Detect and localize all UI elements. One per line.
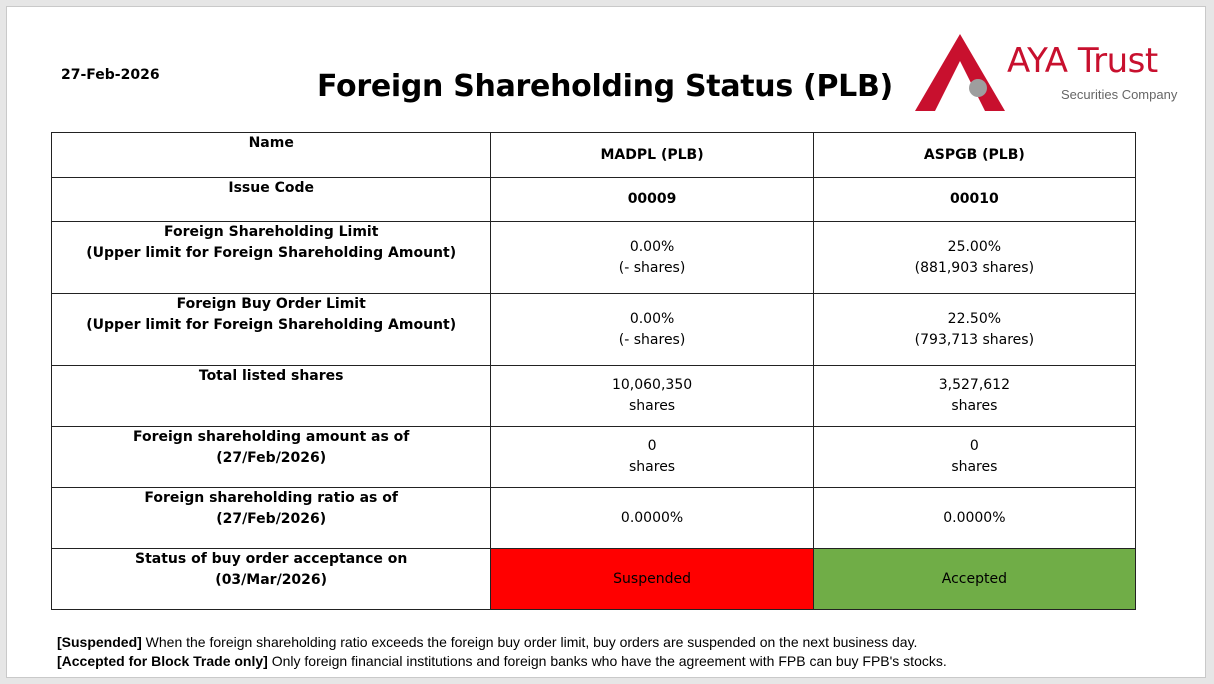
note-accepted-block-trade: [Accepted for Block Trade only] Only foreign financial institutions and foreign banks who have the agreement with FPB can buy FPB's stocks. (57, 653, 947, 669)
madpl-value: 10,060,350 shares (491, 366, 813, 427)
logo-brand-subtitle: Securities Company (1061, 87, 1178, 102)
header-madpl-cell: MADPL (PLB) (491, 133, 813, 178)
logo-brand-name: AYA Trust (1007, 41, 1158, 81)
row-label: Foreign Buy Order Limit (Upper limit for Foreign Shareholding Amount) (52, 294, 491, 366)
logo-triangle-icon (915, 31, 1005, 117)
row-label: Foreign shareholding ratio as of (27/Feb/2026) (52, 488, 491, 549)
company-logo (915, 31, 1185, 117)
aspgb-value: 00010 (813, 178, 1135, 222)
table-row-issue-code (52, 178, 1136, 222)
row-label: Total listed shares (52, 366, 491, 427)
aspgb-value: 25.00% (881,903 shares) (813, 222, 1135, 294)
aspgb-value: 22.50% (793,713 shares) (813, 294, 1135, 366)
row-label: Status of buy order acceptance on (03/Mar/2026) (52, 549, 491, 610)
madpl-value: 0.0000% (491, 488, 813, 549)
madpl-value: 0.00% (- shares) (491, 222, 813, 294)
shareholding-table (51, 132, 1136, 610)
footnotes (57, 633, 947, 671)
table-row-shareholding-ratio (52, 488, 1136, 549)
table-row-buy-order-limit (52, 294, 1136, 366)
table-row-total-listed-shares (52, 366, 1136, 427)
aspgb-status-badge: Accepted (813, 549, 1135, 610)
row-label: Issue Code (52, 178, 491, 222)
row-label: Foreign Shareholding Limit (Upper limit for Foreign Shareholding Amount) (52, 222, 491, 294)
page-title: Foreign Shareholding Status (PLB) (317, 69, 893, 104)
table-header-row (52, 133, 1136, 178)
madpl-value: 0 shares (491, 427, 813, 488)
madpl-value: 0.00% (- shares) (491, 294, 813, 366)
slide (6, 6, 1206, 678)
row-label: Foreign shareholding amount as of (27/Feb/2026) (52, 427, 491, 488)
header-name-cell: Name (52, 133, 491, 178)
table-row-shareholding-limit (52, 222, 1136, 294)
madpl-value: 00009 (491, 178, 813, 222)
note-suspended: [Suspended] When the foreign shareholding ratio exceeds the foreign buy order limit, buy orders are suspended on the next business day. (57, 634, 918, 650)
report-date: 27-Feb-2026 (61, 67, 160, 83)
aspgb-value: 0.0000% (813, 488, 1135, 549)
aspgb-value: 0 shares (813, 427, 1135, 488)
aspgb-value: 3,527,612 shares (813, 366, 1135, 427)
table-row-buy-order-status (52, 549, 1136, 610)
table-row-shareholding-amount (52, 427, 1136, 488)
header-aspgb-cell: ASPGB (PLB) (813, 133, 1135, 178)
madpl-status-badge: Suspended (491, 549, 813, 610)
